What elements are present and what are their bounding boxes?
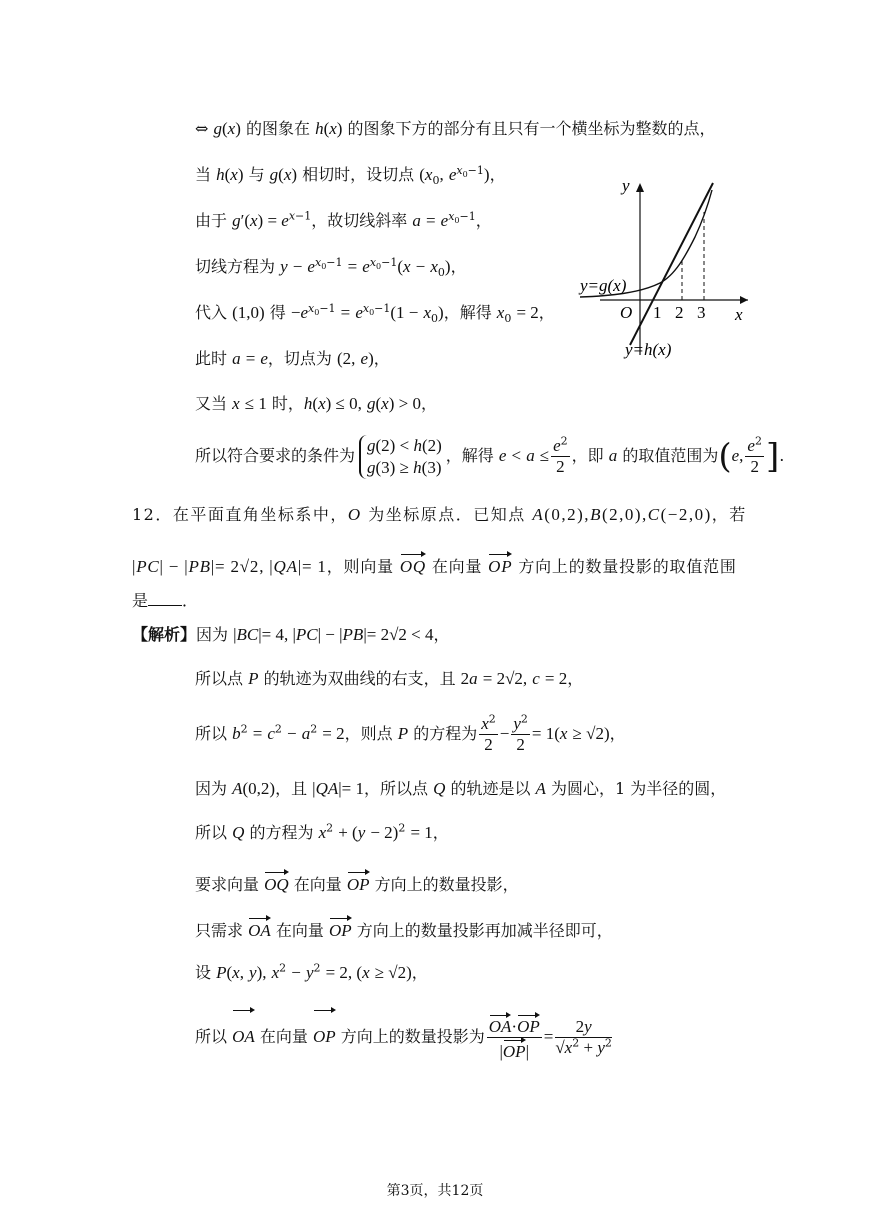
y-axis-label: y [622, 176, 630, 195]
question-12-line-3: 是 ． [132, 591, 199, 610]
solution-2-line-4: 因为 A(0,2)，且 |QA|= 1，所以点 Q 的轨迹是以 A 为圆心，1 为半径的圆， [195, 779, 727, 798]
tick-2: 2 [675, 303, 684, 322]
x-axis-arrow-icon [740, 296, 748, 304]
solution-2-line-5: 所以 Q 的方程为 $x^2 + (y - 2)^2 = 1$， [195, 821, 449, 842]
solution-line-8: 所以符合要求的条件为 g(2) < h(2) g(3) ≥ h(3) ，解得 e < a ≤ $\frac{e^2}{2}$ ，即 a 的取值范围为(e, $\frac{e^2}{2}$ ]. [195, 434, 785, 477]
tick-3: 3 [697, 303, 706, 322]
x-axis-label: x [735, 305, 743, 324]
solution-2-line-6: 要求向量 OQ 在向量 OP 方向上的数量投影， [195, 870, 519, 896]
solution-line-2: 当 h(x) 与 g(x) 相切时，设切点 ($x_0$, $e^{x_0-1}$)， [195, 163, 506, 188]
solution-line-7: 又当 x ≤ 1 时，h(x) ≤ 0, g(x) > 0， [195, 394, 437, 413]
solution-line-5: 代入 (1,0) 得 $-e^{x_0-1} = e^{x_0-1}(1 - x_0)$，解得 $x_0 = 2$， [195, 301, 555, 326]
solution-line-3: 由于 $g'(x) = e^{x-1}$，故切线斜率 $a = e^{x_0-1}$， [195, 209, 492, 230]
solution-2-line-8: 设 P(x, y), $x^2 - y^2 = 2$, (x ≥ √2)， [195, 961, 428, 982]
solution-line-1: ⇔ g(x) 的图象在 h(x) 的图象下方的部分有且只有一个横坐标为整数的点， [195, 119, 716, 138]
equivalence-arrow-icon: ⇔ [195, 119, 209, 138]
question-12-line-1: 12．在平面直角坐标系中，O 为坐标原点．已知点 A(0,2),B(2,0),C(−2,0)，若 [132, 505, 747, 524]
tick-1: 1 [653, 303, 662, 322]
page-footer: 第3页，共12页 [386, 1183, 484, 1199]
answer-blank[interactable] [148, 591, 182, 606]
origin-label: O [620, 303, 633, 322]
solution-line-6: 此时 a = e，切点为 (2, e)， [195, 349, 390, 368]
solution-2-line-1: 【解析】因为 |BC|= 4, |PC| − |PB|= 2√2 < 4， [132, 625, 450, 644]
fraction-e2-over-2: $\frac{e^2}{2}$ [553, 434, 568, 476]
h-label: y=h(x) [625, 340, 672, 359]
condition-system: g(2) < h(2) g(3) ≥ h(3) [359, 435, 442, 479]
solution-2-line-9: 所以 OA 在向量 OP 方向上的数量投影为 $\frac{OA\cdot OP}{|OP|}$ = $\frac{2y}{√x^2 + y^2}$ [195, 1008, 614, 1062]
solution-2-line-7: 只需求 OA 在向量 OP 方向上的数量投影再加减半径即可， [195, 916, 613, 942]
solution-line-4: 切线方程为 $y - e^{x_0-1} = e^{x_0-1}(x - x_0)$， [195, 255, 467, 280]
function-graph [570, 175, 760, 360]
solution-2-line-3: 所以 $b^2 = c^2 - a^2 = 2$，则点 P 的方程为 $\frac{x^2}{2}$ − $\frac{y^2}{2}$ = 1(x ≥ √2)， [195, 712, 626, 754]
g-label: y=g(x) [580, 276, 627, 295]
question-12-line-2: |PC| − |PB|= 2√2, |QA|= 1，则向量 OQ 在向量 OP 方向上的数量投影的取值范围 [132, 552, 737, 578]
solution-2-line-2: 所以点 P 的轨迹为双曲线的右支，且 2a = 2√2, c = 2， [195, 669, 584, 688]
y-axis-arrow-icon [636, 183, 644, 192]
